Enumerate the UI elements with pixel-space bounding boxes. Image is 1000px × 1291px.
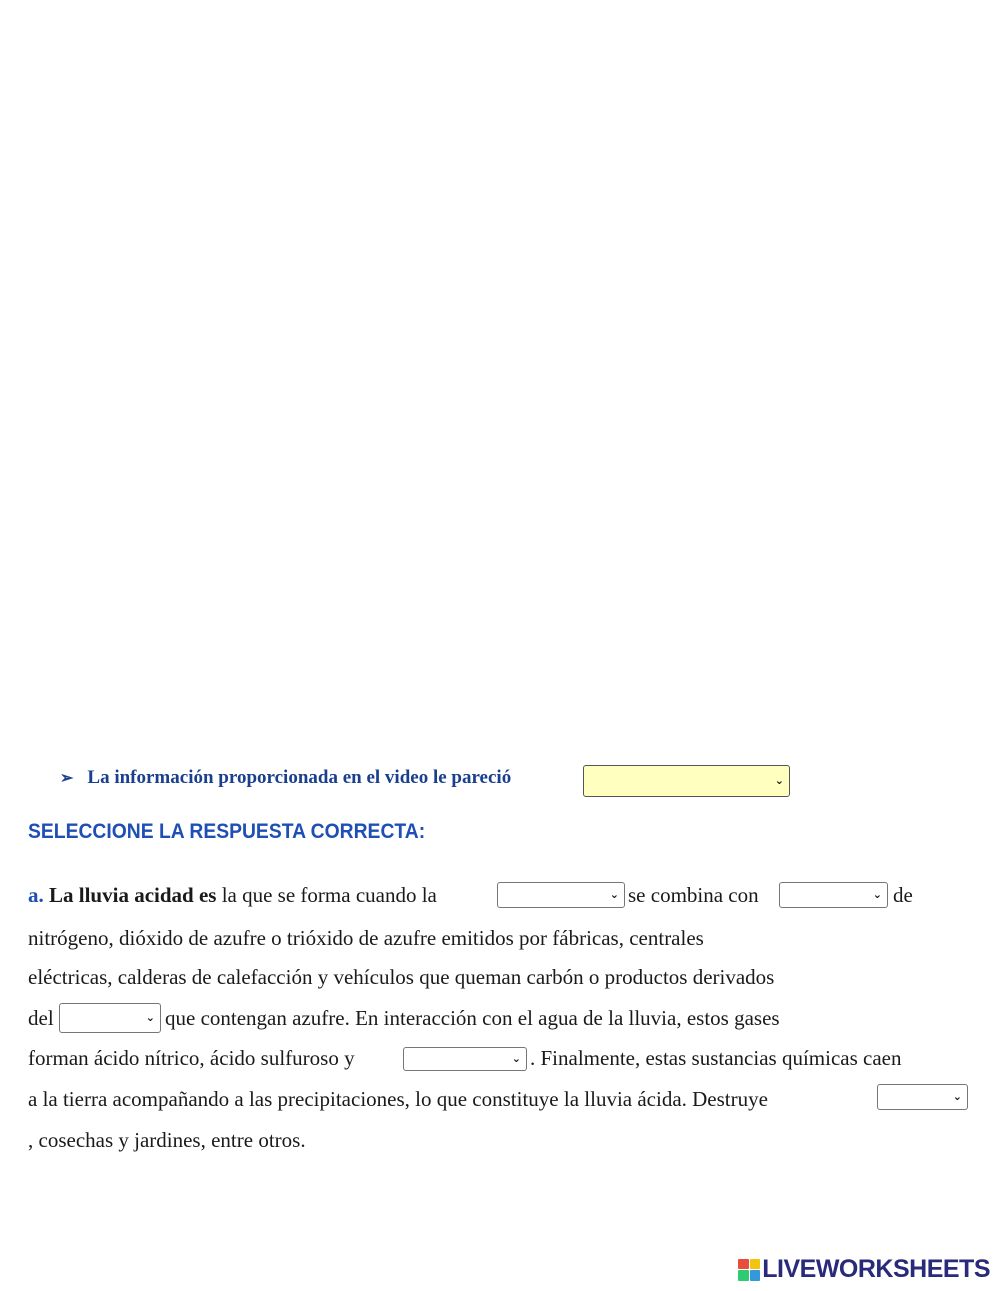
paragraph-line-3: eléctricas, calderas de calefacción y vehículos que queman carbón o productos derivados [28,965,775,989]
paragraph-line-7: , cosechas y jardines, entre otros. [28,1128,306,1152]
blank-1-dropdown[interactable] [497,882,625,908]
chevron-down-icon: ⌄ [145,1010,155,1024]
bold-lead: La lluvia acidad es [49,883,217,907]
liveworksheets-logo [738,1255,990,1284]
item-label: a. [28,883,44,907]
blank-3-dropdown[interactable] [59,1003,161,1033]
blank-5-dropdown[interactable] [877,1084,968,1110]
chevron-down-icon: ⌄ [609,887,619,901]
text-segment: se combina con [628,883,759,907]
brand-name: LIVEWORKSHEETS [762,1255,990,1283]
chevron-down-icon: ⌄ [872,887,882,901]
chevron-down-icon: ⌄ [774,773,784,787]
section-heading: SELECCIONE LA RESPUESTA CORRECTA: [28,820,426,843]
blank-4-dropdown[interactable] [403,1047,527,1071]
arrowhead-bullet-icon: ➢ [60,770,74,787]
blank-2-dropdown[interactable] [779,882,888,908]
chevron-down-icon: ⌄ [511,1051,521,1065]
chevron-down-icon: ⌄ [952,1089,962,1103]
text-segment: del [28,1006,54,1030]
logo-blocks-icon [738,1259,760,1281]
text-segment: que contengan azufre. En interacción con el agua de la lluvia, estos gases [165,1006,780,1030]
paragraph-line-2: nitrógeno, dióxido de azufre o trióxido de azufre emitidos por fábricas, centrales [28,926,704,950]
text-segment: forman ácido nítrico, ácido sulfuroso y [28,1046,355,1070]
text-segment: a la tierra acompañando a las precipitaciones, lo que constituye la lluvia ácida. Destruye [28,1087,768,1111]
text-segment: . Finalmente, estas sustancias químicas caen [530,1046,902,1070]
question-line [60,762,511,794]
paragraph-line-1 [28,880,437,910]
text-segment: de [893,883,913,907]
question-text: La información proporcionada en el video le pareció [87,767,512,788]
opinion-dropdown[interactable] [583,765,790,797]
text-segment: la que se forma cuando la [221,883,437,907]
